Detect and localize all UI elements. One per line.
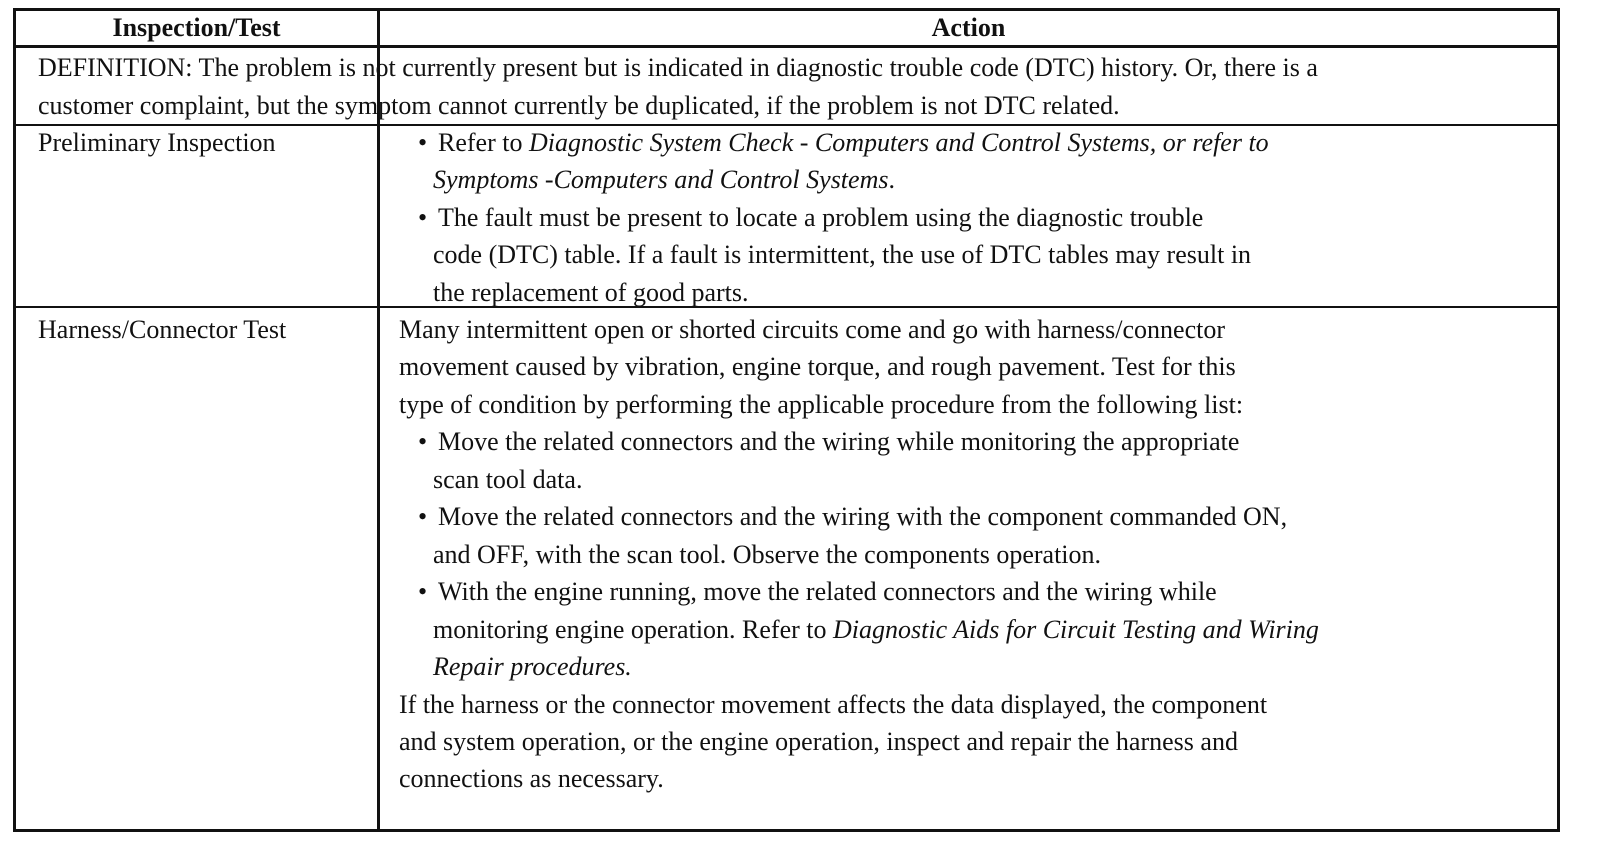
harness-intro-line-2: movement caused by vibration, engine torque, and rough pavement. Test for this bbox=[399, 352, 1236, 381]
preliminary-bullet-2-line-3: the replacement of good parts. bbox=[433, 278, 749, 307]
header-action: Action bbox=[931, 13, 1006, 42]
column-divider bbox=[377, 124, 380, 829]
bullet-text: Move the related connectors and the wiring with the component commanded ON, bbox=[438, 502, 1288, 531]
preliminary-bullet-2-line-2: code (DTC) table. If a fault is intermittent, the use of DTC tables may result in bbox=[433, 240, 1252, 269]
harness-bullet-2-line-2: and OFF, with the scan tool. Observe the components operation. bbox=[433, 540, 1102, 569]
diagnostic-aids-reference: Diagnostic Aids for Circuit Testing and Wiring bbox=[833, 615, 1319, 644]
diagnostic-system-check-reference: Diagnostic System Check - Computers and Control Systems, or refer to bbox=[528, 128, 1269, 157]
bullet-text: monitoring engine operation. Refer to bbox=[433, 615, 827, 644]
bullet-text: Refer to bbox=[438, 128, 523, 157]
definition-line-2: customer complaint, but the symptom cannot currently be duplicated, if the problem is not DTC related. bbox=[38, 91, 1120, 120]
harness-bullet-3-line-2 bbox=[433, 611, 1319, 649]
row-label-harness-connector-test: Harness/Connector Test bbox=[38, 315, 287, 344]
definition-line-1: DEFINITION: The problem is not currently present but is indicated in diagnostic trouble code (DTC) history. Or, there is a bbox=[38, 53, 1318, 82]
row-label-preliminary-inspection: Preliminary Inspection bbox=[38, 128, 276, 157]
harness-outro-line-1: If the harness or the connector movement affects the data displayed, the component bbox=[399, 690, 1268, 719]
harness-bullet-1-line-2: scan tool data. bbox=[433, 465, 583, 494]
period: . bbox=[888, 165, 895, 194]
harness-intro-line-1: Many intermittent open or shorted circuits come and go with harness/connector bbox=[399, 315, 1225, 344]
inspection-table bbox=[13, 8, 1560, 832]
harness-bullet-3-line-3: Repair procedures. bbox=[433, 652, 632, 681]
header-inspection-test: Inspection/Test bbox=[112, 13, 281, 42]
preliminary-bullet-1-cont bbox=[433, 161, 895, 199]
harness-outro-line-2: and system operation, or the engine operation, inspect and repair the harness and bbox=[399, 727, 1238, 756]
bullet-text: The fault must be present to locate a problem using the diagnostic trouble bbox=[438, 203, 1204, 232]
bullet-text: Move the related connectors and the wiring while monitoring the appropriate bbox=[438, 427, 1240, 456]
harness-intro-line-3: type of condition by performing the applicable procedure from the following list: bbox=[399, 390, 1244, 419]
preliminary-bullet-2 bbox=[418, 199, 1203, 237]
header-divider bbox=[16, 45, 1557, 48]
harness-bullet-2 bbox=[418, 498, 1287, 536]
symptoms-reference: Symptoms -Computers and Control Systems bbox=[433, 165, 889, 194]
bullet-text: With the engine running, move the related connectors and the wiring while bbox=[438, 577, 1217, 606]
harness-outro-line-3: connections as necessary. bbox=[399, 764, 664, 793]
harness-bullet-1 bbox=[418, 423, 1239, 461]
preliminary-bullet-1 bbox=[418, 124, 1269, 162]
harness-bullet-3 bbox=[418, 573, 1217, 611]
row-divider bbox=[16, 306, 1557, 308]
